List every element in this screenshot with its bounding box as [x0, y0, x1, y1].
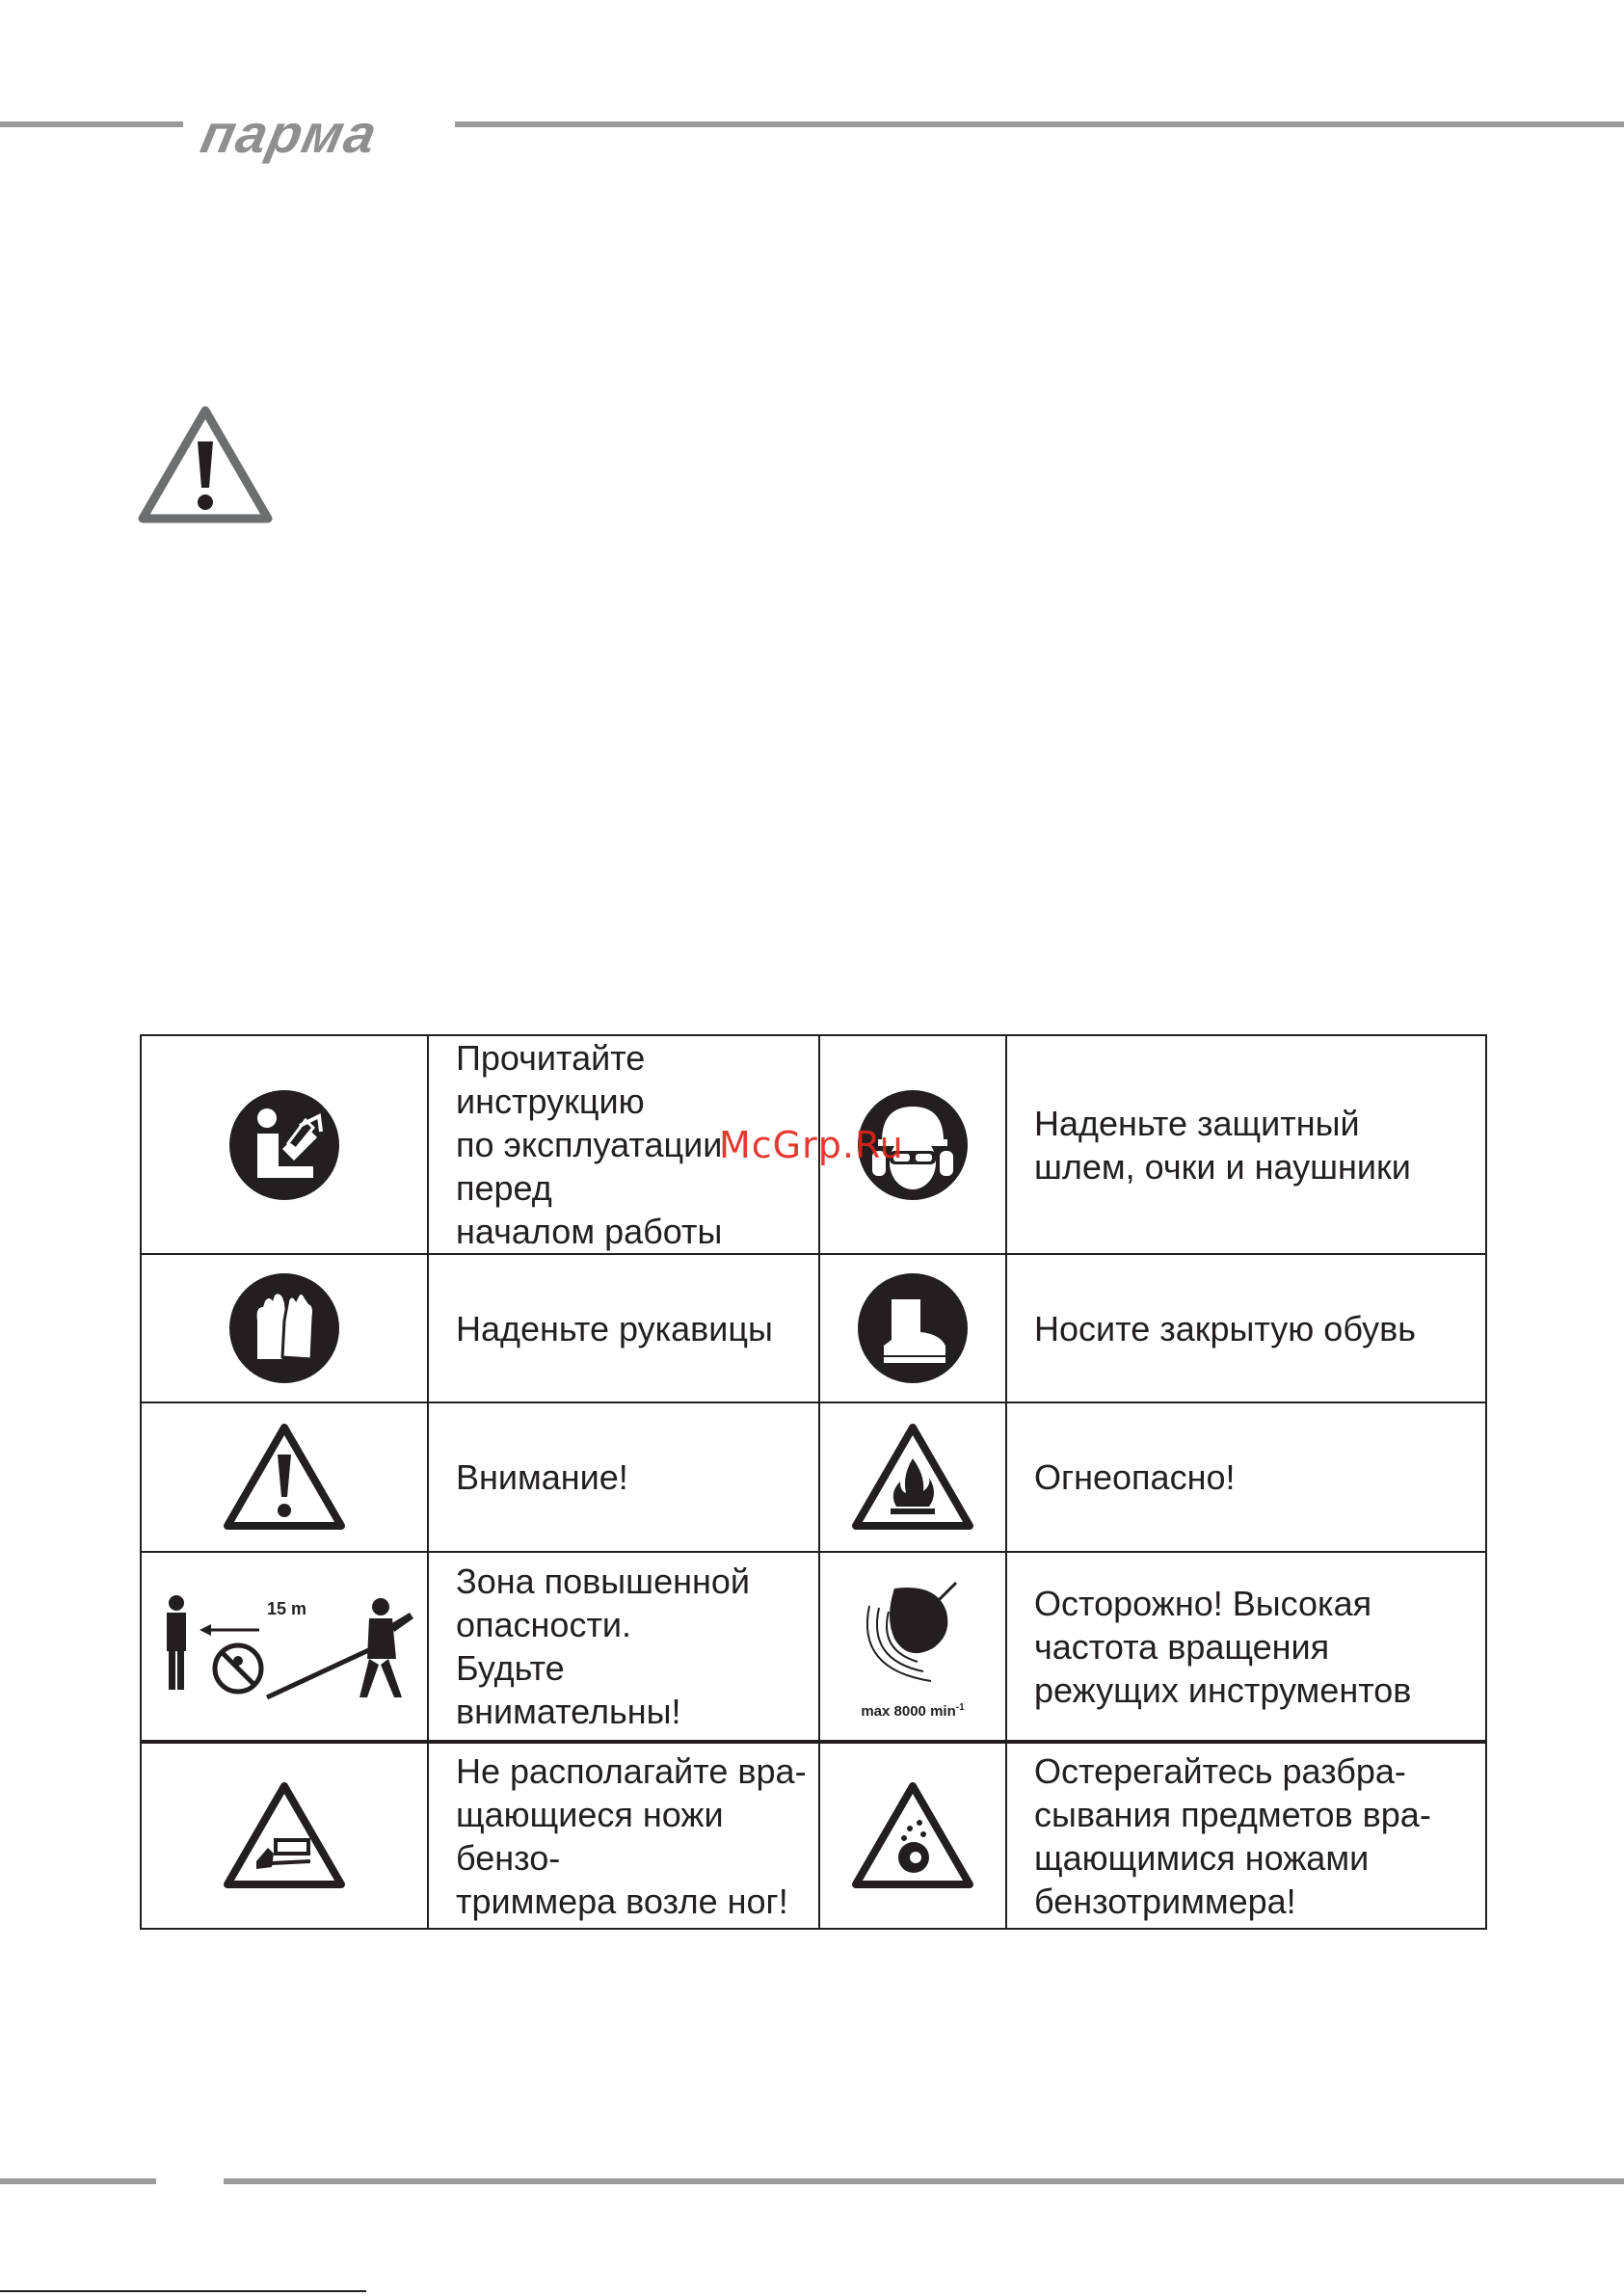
gloves-text: Наденьте рукавицы	[428, 1254, 819, 1402]
footer-rule-left	[0, 2178, 156, 2184]
rotating-blade-icon	[850, 1573, 975, 1698]
flammable-text: Огнеопасно!	[1006, 1402, 1486, 1552]
flammable-sign	[819, 1402, 1006, 1552]
header-rule-left	[0, 121, 183, 127]
header-rule-right	[455, 121, 1624, 127]
gloves-sign	[141, 1254, 428, 1402]
read-manual-sign	[141, 1035, 428, 1254]
max-speed-label: max 8000 $\min^{-1}$	[861, 1702, 965, 1720]
danger-zone-sign	[141, 1552, 428, 1742]
table-row	[141, 1552, 1486, 1742]
danger-zone-text: Зона повышенной опасности. Будьте внимательны!	[428, 1552, 819, 1742]
safety-signs-table	[140, 1034, 1487, 1930]
read-manual-icon	[228, 1089, 340, 1201]
shoes-text: Носите закрытую обувь	[1006, 1254, 1486, 1402]
read-manual-text: Прочитайте инструкцию по эксплуатации перед началом работы	[428, 1035, 819, 1254]
bottom-edge-line	[0, 2290, 366, 2292]
blade-near-feet-sign	[141, 1742, 428, 1929]
zone-distance-label: 15 m	[267, 1599, 307, 1618]
flying-objects-sign	[819, 1742, 1006, 1929]
warning-icon	[222, 1422, 347, 1534]
attention-text: Внимание!	[428, 1402, 819, 1552]
attention-sign	[141, 1402, 428, 1552]
watermark: McGrp.Ru	[719, 1124, 904, 1166]
flammable-icon	[850, 1422, 975, 1534]
table-row	[141, 1402, 1486, 1552]
table-row	[141, 1742, 1486, 1929]
brand-logo: парма	[196, 103, 385, 164]
gloves-icon	[228, 1272, 340, 1384]
shoes-sign	[819, 1254, 1006, 1402]
blade-near-feet-text: Не располагайте вра- щающиеся ножи бензо- триммера возле ног!	[428, 1742, 819, 1929]
rotation-speed-sign	[819, 1552, 1006, 1742]
blade-foot-warning-icon	[222, 1780, 347, 1892]
footer-rule-right	[224, 2178, 1624, 2184]
danger-zone-icon	[142, 1553, 429, 1740]
boot-icon	[857, 1272, 969, 1384]
rotation-speed-text: Осторожно! Высокая частота вращения режущих инструментов	[1006, 1552, 1486, 1742]
warning-icon	[137, 403, 274, 526]
table-row	[141, 1254, 1486, 1402]
helmet-text: Наденьте защитный шлем, очки и наушники	[1006, 1035, 1486, 1254]
flying-debris-warning-icon	[850, 1780, 975, 1892]
flying-objects-text: Остерегайтесь разбра- сывания предметов вра- щающимися ножами бензотриммера!	[1006, 1742, 1486, 1929]
